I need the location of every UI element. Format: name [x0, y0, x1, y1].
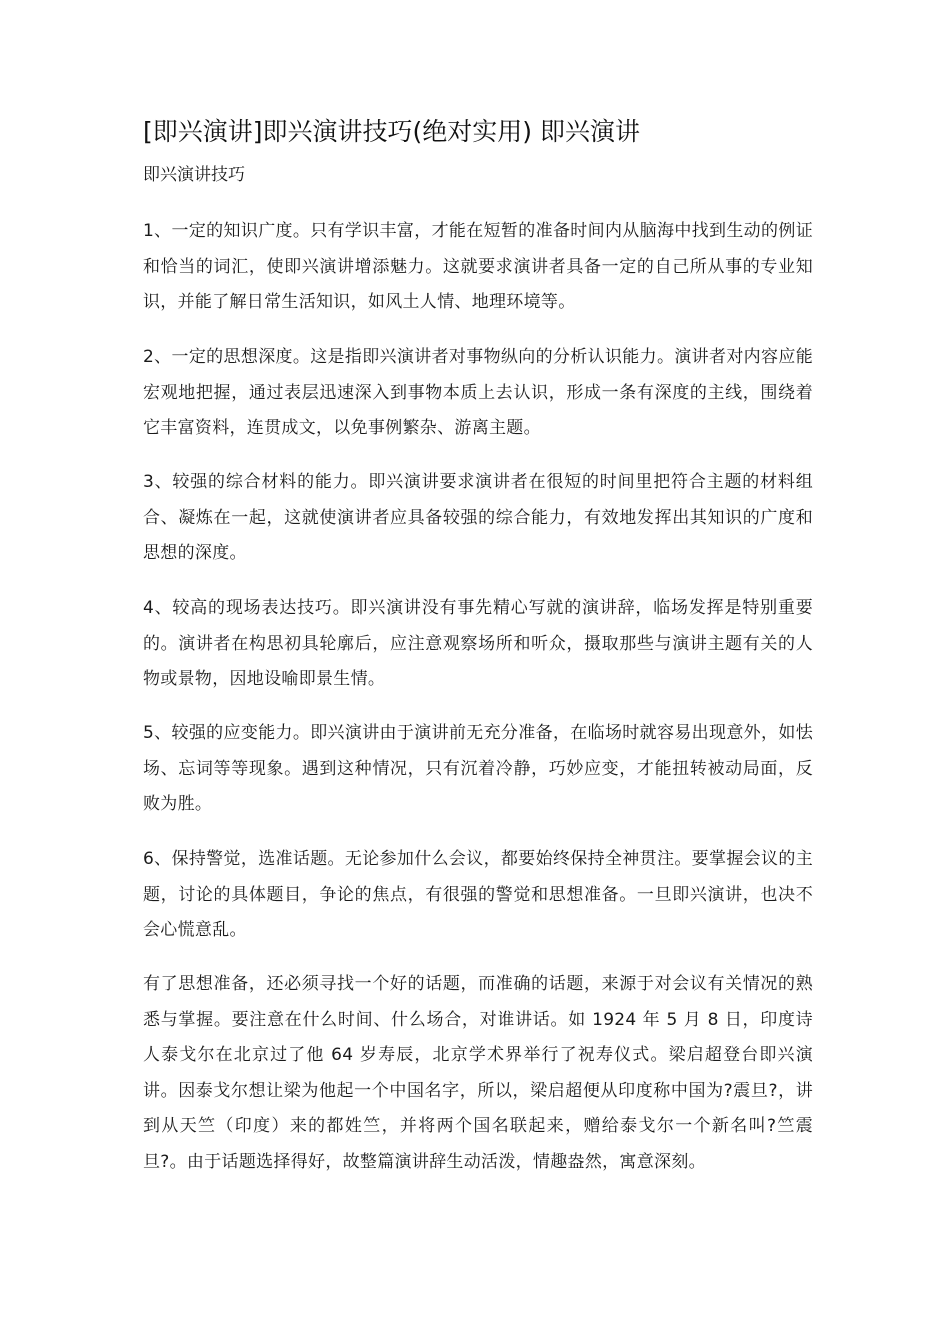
paragraph-7: 有了思想准备，还必须寻找一个好的话题，而准确的话题，来源于对会议有关情况的熟悉与掌握。要注意在什么时间、什么场合，对谁讲话。如 1924 年 5 月 8 日，印度诗人泰戈尔在北京过了他 64 岁寿辰，北京学术界举行了祝寿仪式。梁启超登台即兴演讲。因泰戈尔想让梁为他起一个中国名字，所以，梁启超便从印度称中国为?震旦?，讲到从天竺（印度）来的都姓竺，并将两个国名联起来，赠给泰戈尔一个新名叫?竺震旦?。由于话题选择得好，故整篇演讲辞生动活泼，情趣盎然，寓意深刻。: [143, 974, 813, 1172]
paragraph-1: 1、一定的知识广度。只有学识丰富，才能在短暂的准备时间内从脑海中找到生动的例证和恰当的词汇，使即兴演讲增添魅力。这就要求演讲者具备一定的自己所从事的专业知识，并能了解日常生活知识，如风土人情、地理环境等。: [143, 221, 813, 312]
paragraph-3: 3、较强的综合材料的能力。即兴演讲要求演讲者在很短的时间里把符合主题的材料组合、凝炼在一起，这就使演讲者应具备较强的综合能力，有效地发挥出其知识的广度和思想的深度。: [143, 472, 813, 563]
paragraph-6: 6、保持警觉，选准话题。无论参加什么会议，都要始终保持全神贯注。要掌握会议的主题，讨论的具体题目，争论的焦点，有很强的警觉和思想准备。一旦即兴演讲，也决不会心慌意乱。: [143, 849, 813, 940]
paragraph-2: 2、一定的思想深度。这是指即兴演讲者对事物纵向的分析认识能力。演讲者对内容应能宏观地把握，通过表层迅速深入到事物本质上去认识，形成一条有深度的主线，围绕着它丰富资料，连贯成文，以免事例繁杂、游离主题。: [143, 347, 813, 438]
document-subtitle: 即兴演讲技巧: [143, 165, 245, 185]
paragraph-4: 4、较高的现场表达技巧。即兴演讲没有事先精心写就的演讲辞，临场发挥是特别重要的。演讲者在构思初具轮廓后，应注意观察场所和听众，摄取那些与演讲主题有关的人物或景物，因地设喻即景生情。: [143, 598, 813, 689]
document-title: [即兴演讲]即兴演讲技巧(绝对实用) 即兴演讲: [143, 117, 640, 146]
paragraph-5: 5、较强的应变能力。即兴演讲由于演讲前无充分准备，在临场时就容易出现意外，如怯场、忘词等等现象。遇到这种情况，只有沉着冷静，巧妙应变，才能扭转被动局面，反败为胜。: [143, 723, 813, 814]
